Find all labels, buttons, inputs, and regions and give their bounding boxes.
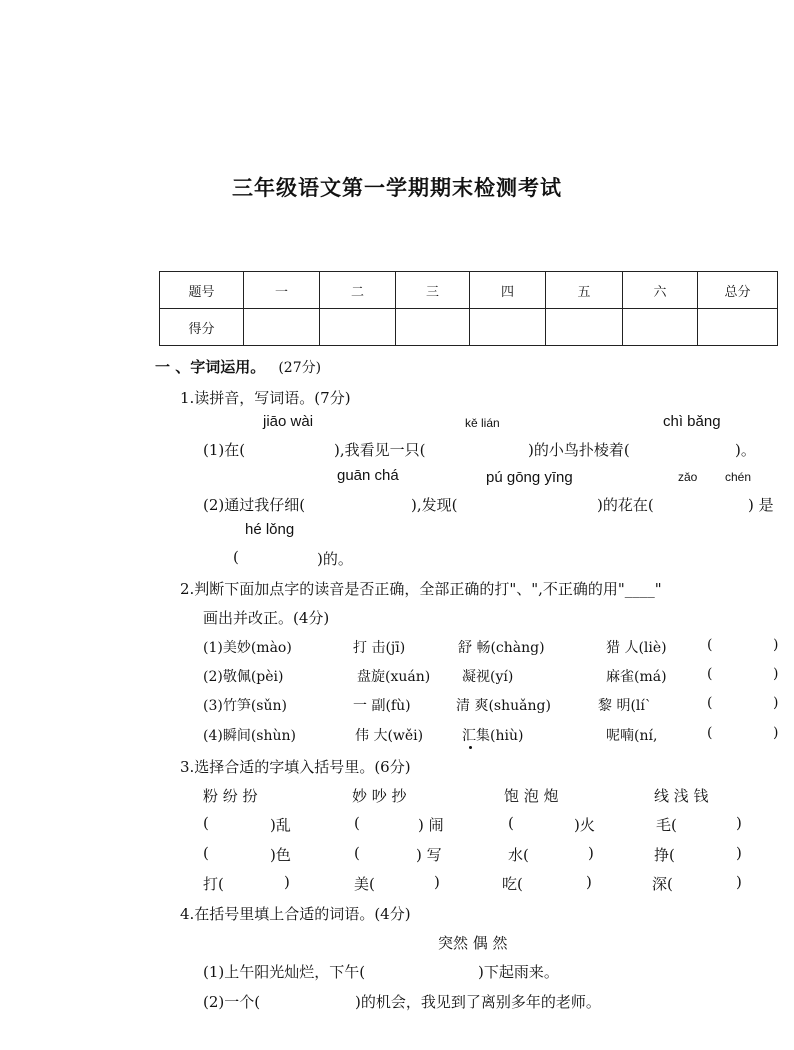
q3-blank: )火 (574, 816, 595, 834)
q1-line-1b: ),我看见一只( (334, 441, 426, 459)
score-table-header-cell: 二 (320, 272, 396, 309)
q3-blank: ( (354, 814, 360, 832)
question-1-label: 1.读拼音，写词语。(7分) (180, 389, 351, 407)
q3-blank: )色 (270, 846, 291, 864)
question-4-label: 4.在括号里填上合适的词语。(4分) (180, 905, 411, 923)
q2-answer-open: ( (707, 695, 713, 711)
q1-line-2c: )的花在( (597, 496, 654, 514)
q2-item: 盘旋(xuán) (357, 669, 431, 685)
q3-blank: ) (736, 814, 742, 832)
q2-item: 凝视(yí) (462, 669, 514, 685)
score-cell[interactable] (396, 309, 470, 346)
q4-word-choices: 突然 偶 然 (438, 934, 508, 952)
q2-answer-close: ) (773, 666, 779, 682)
score-table-score-row (160, 309, 778, 346)
score-table-header-row (160, 272, 778, 309)
q1-line-2b: ),发现( (411, 496, 458, 514)
q3-blank: ) (586, 873, 592, 891)
q4-line-2b: )的机会，我见到了离别多年的老师。 (355, 993, 601, 1011)
q1-line-2d: ) 是 (748, 496, 774, 514)
score-table (159, 271, 778, 346)
pinyin: pú gōng yīng (486, 469, 573, 486)
q3-blank: )乱 (270, 816, 291, 834)
pinyin: zǎo (678, 470, 698, 484)
q3-blank: ) (588, 844, 594, 862)
q3-blank: 打( (203, 875, 224, 893)
q4-line-1b: )下起雨来。 (478, 963, 559, 981)
q2-answer-close: ) (773, 725, 779, 741)
score-table-header-cell: 总分 (698, 272, 778, 309)
q2-item: 伟 大(wěi) (355, 728, 424, 744)
q2-item: 猎 人(liè) (606, 640, 667, 656)
pinyin: chén (725, 470, 752, 484)
score-table-header-cell: 三 (396, 272, 470, 309)
q3-blank: ( (203, 814, 209, 832)
pinyin: guān chá (337, 467, 399, 484)
score-table-header-cell: 一 (244, 272, 320, 309)
pinyin: chì bǎng (663, 413, 721, 430)
q2-item: 舒 畅(chàng) (458, 640, 545, 656)
q3-blank: ) 写 (416, 846, 442, 864)
q3-blank: ) (736, 844, 742, 862)
score-cell[interactable] (320, 309, 396, 346)
section-points: (27分) (278, 360, 322, 376)
pinyin: jiāo wài (263, 413, 314, 430)
q1-line-1c: )的小鸟扑棱着( (528, 441, 630, 459)
q3-blank: ( (203, 844, 209, 862)
q3-blank: ( (354, 844, 360, 862)
emphasis-dot (469, 746, 472, 749)
q1-line-2a: (2)通过我仔细( (203, 496, 306, 514)
score-table-header-cell: 题号 (160, 272, 244, 309)
q3-blank: 深( (652, 875, 673, 893)
q2-item: (1)美妙(mào) (203, 640, 292, 656)
q3-blank: 毛( (656, 816, 677, 834)
page-title: 三年级语文第一学期期末检测考试 (232, 176, 562, 200)
q3-blank: ( (508, 814, 514, 832)
pinyin: hé lǒng (245, 521, 295, 538)
q2-answer-open: ( (707, 637, 713, 653)
score-table-header-cell: 六 (623, 272, 698, 309)
question-2-label-cont: 画出并改正。(4分) (203, 609, 330, 627)
q2-answer-open: ( (707, 725, 713, 741)
q2-answer-open: ( (707, 666, 713, 682)
q2-item: (4)瞬间(shùn) (203, 728, 296, 744)
question-2-label: 2.判断下面加点字的读音是否正确，全部正确的打"、",不正确的用"____" (180, 580, 662, 598)
q2-item: 清 爽(shuǎng) (456, 698, 551, 714)
q1-line-1a: (1)在( (203, 441, 246, 459)
q2-item: 打 击(jī) (353, 640, 406, 656)
question-3-label: 3.选择合适的字填入括号里。(6分) (180, 758, 411, 776)
q1-line-1d: )。 (735, 441, 756, 459)
score-cell[interactable] (470, 309, 546, 346)
q3-char-group: 粉 纷 扮 (203, 787, 258, 805)
q3-blank: 美( (354, 875, 375, 893)
q2-item: 汇集(hiù) (462, 728, 524, 744)
q2-answer-close: ) (773, 695, 779, 711)
score-table-row-label: 得分 (160, 309, 244, 346)
q2-item: (3)竹笋(sǔn) (203, 698, 287, 714)
q3-blank: 水( (508, 846, 529, 864)
score-table-header-cell: 四 (470, 272, 546, 309)
q3-blank: ) (284, 873, 290, 891)
q3-blank: ) 闹 (418, 816, 444, 834)
q3-char-group: 饱 泡 炮 (504, 787, 559, 805)
q2-item: 一 副(fù) (353, 698, 411, 714)
score-cell[interactable] (244, 309, 320, 346)
q2-item: 黎 明(lí` (598, 698, 652, 714)
score-cell[interactable] (546, 309, 623, 346)
score-cell[interactable] (623, 309, 698, 346)
q2-answer-close: ) (773, 637, 779, 653)
q3-blank: 挣( (654, 846, 675, 864)
q2-item: (2)敬佩(pèi) (203, 669, 284, 685)
score-table-header-cell: 五 (546, 272, 623, 309)
q3-blank: ) (736, 873, 742, 891)
q2-item: 麻雀(má) (606, 669, 667, 685)
q4-line-2a: (2)一个( (203, 993, 261, 1011)
q1-line-3a: ( (233, 548, 239, 566)
pinyin: kě lián (465, 416, 500, 430)
q3-char-group: 妙 吵 抄 (352, 787, 407, 805)
score-cell[interactable] (698, 309, 778, 346)
q2-item: 呢喃(ní, (606, 728, 658, 744)
section-heading: 一 、字词运用。 (155, 358, 266, 376)
q3-blank: 吃( (502, 875, 523, 893)
q3-blank: ) (434, 873, 440, 891)
q4-line-1a: (1)上午阳光灿烂，下午( (203, 963, 366, 981)
q1-line-3b: )的。 (317, 550, 353, 568)
section1-heading-line (155, 356, 321, 377)
q3-char-group: 线 浅 钱 (654, 787, 709, 805)
